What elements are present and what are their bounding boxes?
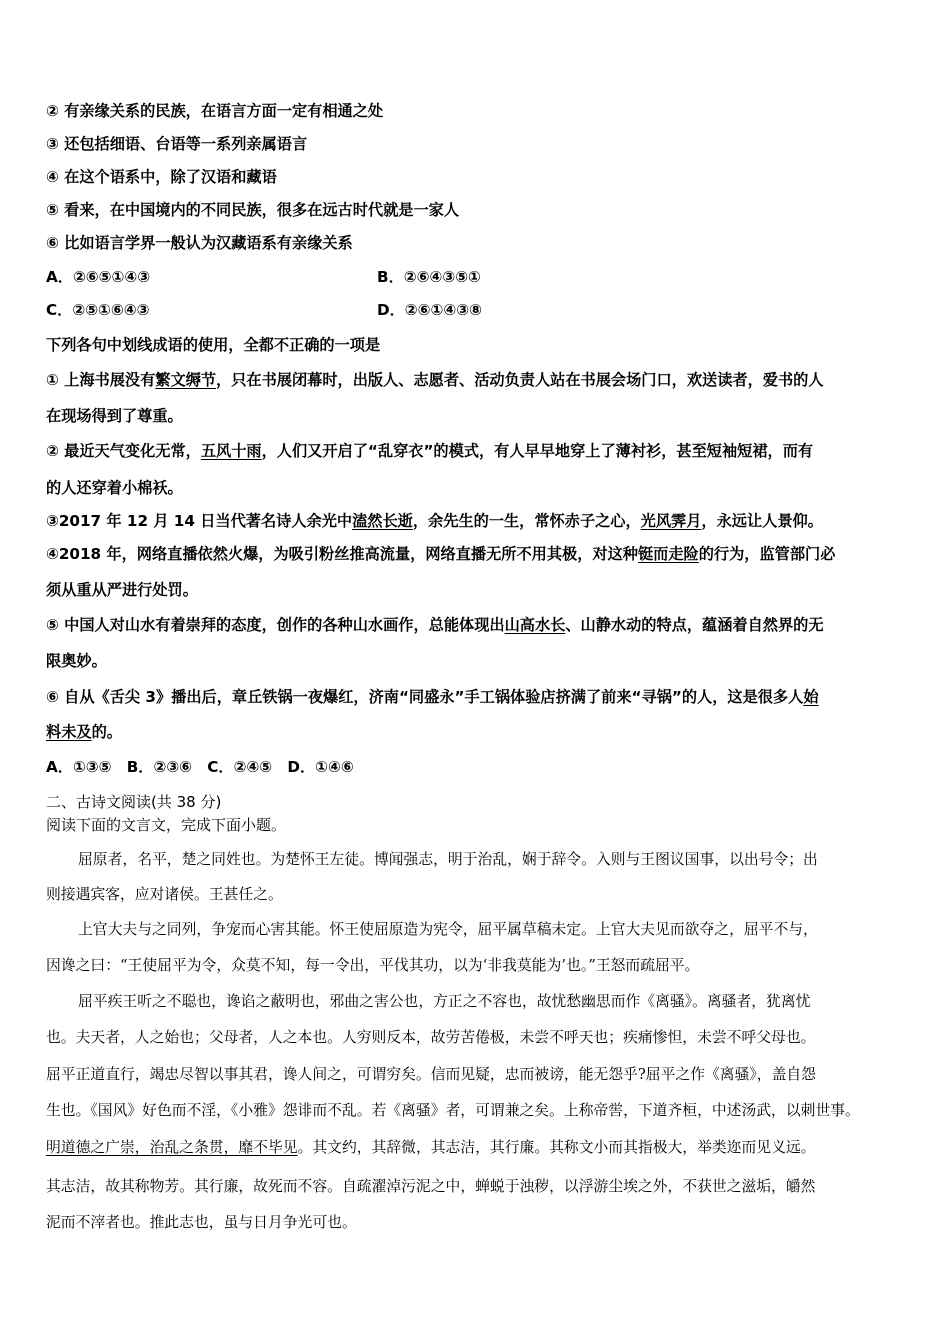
underlined-idiom: 山高水长: [504, 616, 566, 634]
idiom-sentence-2-cont: 的人还穿着小棉袄。: [46, 479, 183, 497]
idiom-sentence-2: ② 最近天气变化无常，五风十雨，人们又开启了“乱穿衣”的模式，有人早早地穿上了薄衬衫，甚至短袖短裙，而有: [46, 442, 814, 460]
order-sentence-2: ② 有亲缘关系的民族，在语言方面一定有相通之处: [46, 102, 384, 120]
order-sentence-3: ③ 还包括细语、台语等一系列亲属语言: [46, 135, 308, 153]
idiom-sentence-1-cont: 在现场得到了尊重。: [46, 407, 183, 425]
passage-line: 生也。《国风》好色而不淫，《小雅》怨诽而不乱。若《离骚》者，可谓兼之矣。上称帝喾，下道齐桓，中述汤武，以刺世事。: [46, 1102, 860, 1119]
passage-line: 因谗之曰：“王使屈平为令，众莫不知，每一令出，平伐其功，以为‘非我莫能为’也。”王怒而疏屈平。: [46, 957, 700, 974]
idiom-options[interactable]: A．①③⑤ B．②③⑥ C．②④⑤ D．①④⑥: [46, 758, 354, 776]
idiom-sentence-5: ⑤ 中国人对山水有着崇拜的态度，创作的各种山水画作，总能体现出山高水长、山静水动的特点，蕴涵着自然界的无: [46, 616, 824, 634]
order-option-b[interactable]: B．②⑥④③⑤①: [377, 268, 481, 286]
order-option-a[interactable]: A．②⑥⑤①④③: [46, 268, 151, 286]
order-sentence-5: ⑤ 看来，在中国境内的不同民族，很多在远古时代就是一家人: [46, 201, 460, 219]
idiom-sentence-1: ① 上海书展没有繁文缛节，只在书展闭幕时，出版人、志愿者、活动负责人站在书展会场门口，欢送读者，爱书的人: [46, 371, 824, 389]
order-option-c[interactable]: C．②⑤①⑥④③: [46, 301, 150, 319]
underlined-idiom: 光风霁月: [640, 512, 702, 530]
section-title: 二、古诗文阅读(共 38 分): [46, 793, 222, 811]
passage-line: 屈平疾王听之不聪也，谗谄之蔽明也，邪曲之害公也，方正之不容也，故忧愁幽思而作《离骚》。离骚者，犹离忧: [78, 993, 811, 1010]
passage-line: 也。夫天者，人之始也；父母者，人之本也。人穷则反本，故劳苦倦极，未尝不呼天也；疾痛惨怛，未尝不呼父母也。: [46, 1029, 816, 1046]
passage-line: 则接遇宾客，应对诸侯。王甚任之。: [46, 886, 283, 903]
underlined-idiom: 始: [803, 688, 819, 706]
order-option-d[interactable]: D．②⑥①④③⑧: [377, 301, 482, 319]
underlined-idiom: 料未及: [46, 723, 92, 741]
passage-line: 泥而不滓者也。推此志也，虽与日月争光可也。: [46, 1214, 357, 1231]
passage-line: 上官大夫与之同列，争宠而心害其能。怀王使屈原造为宪令，屈平属草稿未定。上官大夫见而欲夺之，屈平不与，: [78, 921, 818, 938]
passage-line: 明道德之广崇，治乱之条贯，靡不毕见。其文约，其辞微，其志洁，其行廉。其称文小而其指极大，举类迩而见义远。: [46, 1139, 816, 1156]
underlined-idiom: 五风十雨: [200, 442, 262, 460]
underlined-idiom: 铤而走险: [637, 545, 699, 563]
underlined-idiom: 溘然长逝: [352, 512, 413, 530]
section-instruction: 阅读下面的文言文，完成下面小题。: [46, 816, 287, 834]
idiom-sentence-4: ④2018 年，网络直播依然火爆，为吸引粉丝推高流量，网络直播无所不用其极，对这种铤而走险的行为，监管部门必: [46, 545, 836, 563]
idiom-sentence-4-cont: 须从重从严进行处罚。: [46, 581, 198, 599]
order-sentence-6: ⑥ 比如语言学界一般认为汉藏语系有亲缘关系: [46, 234, 353, 252]
passage-line: 其志洁，故其称物芳。其行廉，故死而不容。自疏濯淖污泥之中，蝉蜕于浊秽，以浮游尘埃之外，不获世之滋垢，皭然: [46, 1178, 816, 1195]
underlined-passage-phrase: 明道德之广崇，治乱之条贯，靡不毕见: [46, 1139, 298, 1156]
passage-line: 屈原者，名平，楚之同姓也。为楚怀王左徒。博闻强志，明于治乱，娴于辞令。入则与王图议国事，以出号令；出: [78, 851, 818, 868]
passage-line: 屈平正道直行，竭忠尽智以事其君，谗人间之，可谓穷矣。信而见疑，忠而被谤，能无怨乎?屈平之作《离骚》，盖自怨: [46, 1066, 816, 1083]
idiom-question-stem: 下列各句中划线成语的使用，全都不正确的一项是: [46, 336, 381, 354]
idiom-sentence-6: ⑥ 自从《舌尖 3》播出后，章丘铁锅一夜爆红，济南“同盛永”手工锅体验店挤满了前来“寻锅”的人，这是很多人始: [46, 688, 819, 706]
underlined-idiom: 繁文缛节: [155, 371, 217, 389]
order-sentence-4: ④ 在这个语系中，除了汉语和藏语: [46, 168, 277, 186]
idiom-sentence-6-cont: 料未及的。: [46, 723, 122, 741]
idiom-sentence-5-cont: 限奥妙。: [46, 652, 107, 670]
idiom-sentence-3: ③2017 年 12 月 14 日当代著名诗人余光中溘然长逝，余先生的一生，常怀赤子之心，光风霁月，永远让人景仰。: [46, 512, 823, 530]
